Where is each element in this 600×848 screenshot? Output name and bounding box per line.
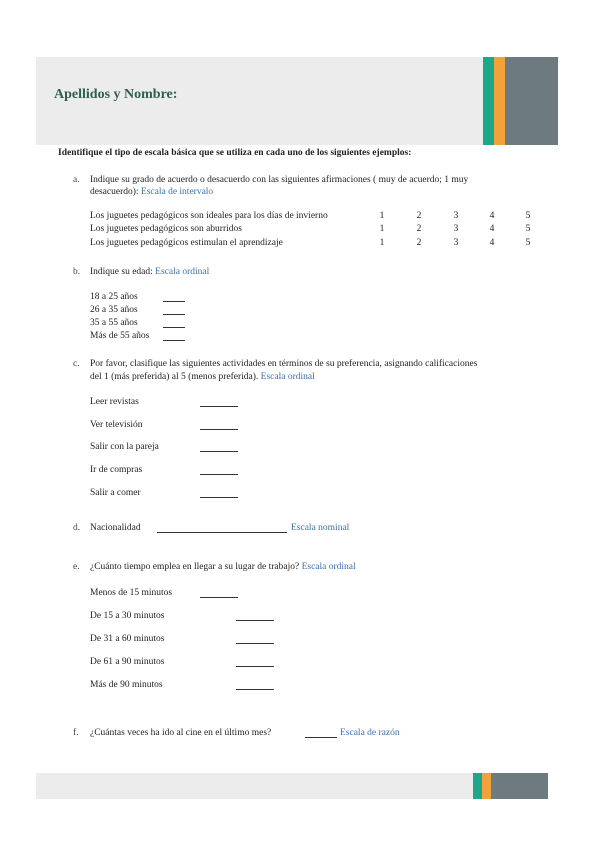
scale-value[interactable]: 3 <box>453 238 459 248</box>
q-b-option: 18 a 25 años <box>90 292 138 302</box>
q-b-answer: Escala ordinal <box>155 267 210 277</box>
scale-value[interactable]: 3 <box>453 211 459 221</box>
footer-stripe-slate <box>491 773 548 799</box>
scale-value[interactable]: 5 <box>525 211 531 221</box>
scale-value[interactable]: 2 <box>416 238 422 248</box>
q-b-letter: b. <box>73 267 81 277</box>
q-b-blank[interactable] <box>163 340 185 341</box>
scale-value[interactable]: 1 <box>379 224 385 234</box>
q-a-statement-1: Los juguetes pedagógicos son ideales para los días de invierno <box>90 211 328 221</box>
scale-value[interactable]: 4 <box>489 238 495 248</box>
q-b-blank[interactable] <box>163 314 185 315</box>
q-e-letter: e. <box>73 562 80 572</box>
scale-value[interactable]: 4 <box>489 211 495 221</box>
q-a-statement-3: Los juguetes pedagógicos estimulan el aprendizaje <box>90 238 283 248</box>
q-e-blank[interactable] <box>236 689 274 690</box>
q-a-answer: Escala de intervalo <box>140 187 214 197</box>
q-c-line1: Por favor, clasifique las siguientes actividades en términos de su preferencia, asignando calificaciones <box>90 359 478 369</box>
q-b-option: 35 a 55 años <box>90 318 138 328</box>
q-b-option: Más de 55 años <box>90 331 150 341</box>
header-stripe-slate <box>505 57 558 145</box>
q-c-letter: c. <box>73 359 80 369</box>
q-c-option: Salir a comer <box>90 488 141 498</box>
footer-stripe-green <box>473 773 482 799</box>
q-e-blank[interactable] <box>200 597 238 598</box>
header-stripe-green <box>483 57 494 145</box>
q-a-letter: a. <box>73 175 80 185</box>
page-title: Apellidos y Nombre: <box>54 87 178 102</box>
q-c-answer: Escala ordinal <box>260 372 315 382</box>
q-c-blank[interactable] <box>200 451 238 452</box>
scale-value[interactable]: 2 <box>416 211 422 221</box>
q-e-blank[interactable] <box>236 666 274 667</box>
scale-value[interactable]: 4 <box>489 224 495 234</box>
instruction-text: Identifique el tipo de escala básica que se utiliza en cada uno de los siguientes ejemplos: <box>58 148 412 158</box>
q-d-answer: Escala nominal <box>291 523 350 533</box>
q-c-option: Ir de compras <box>90 465 143 475</box>
q-f-answer: Escala de razón <box>340 728 400 738</box>
q-c-blank[interactable] <box>200 429 238 430</box>
q-e-text: ¿Cuánto tiempo emplea en llegar a su lugar de trabajo? Escala ordinal <box>90 562 356 572</box>
footer-stripe-orange <box>482 773 491 799</box>
q-e-option: De 61 a 90 minutos <box>90 657 165 667</box>
q-c-option: Salir con la pareja <box>90 442 159 452</box>
q-f-text: ¿Cuántas veces ha ido al cine en el último mes? <box>90 728 272 738</box>
q-e-answer: Escala ordinal <box>301 562 356 572</box>
q-e-blank[interactable] <box>236 620 274 621</box>
q-b-blank[interactable] <box>163 327 185 328</box>
q-e-blank[interactable] <box>236 643 274 644</box>
footer-band <box>36 773 548 799</box>
scale-value[interactable]: 2 <box>416 224 422 234</box>
scale-value[interactable]: 3 <box>453 224 459 234</box>
scale-value[interactable]: 5 <box>525 224 531 234</box>
header-stripe-orange <box>494 57 505 145</box>
q-c-blank[interactable] <box>200 497 238 498</box>
q-d-letter: d. <box>73 523 81 533</box>
scale-value[interactable]: 1 <box>379 238 385 248</box>
q-d-blank[interactable] <box>157 532 287 533</box>
q-f-letter: f. <box>73 728 79 738</box>
q-c-line2: del 1 (más preferida) al 5 (menos preferida). Escala ordinal <box>90 372 315 382</box>
scale-value[interactable]: 5 <box>525 238 531 248</box>
q-a-line1: Indique su grado de acuerdo o desacuerdo con las siguientes afirmaciones ( muy de acuerdo; 1 muy <box>90 175 469 185</box>
q-b-text: Indique su edad: Escala ordinal <box>90 267 210 277</box>
q-b-option: 26 a 35 años <box>90 305 138 315</box>
q-b-blank[interactable] <box>163 301 185 302</box>
q-c-option: Leer revistas <box>90 397 139 407</box>
q-d-text: Nacionalidad <box>90 523 141 533</box>
q-f-blank[interactable] <box>305 737 337 738</box>
q-a-statement-2: Los juguetes pedagógicos son aburridos <box>90 224 242 234</box>
q-e-option: Más de 90 minutos <box>90 680 163 690</box>
q-e-option: De 15 a 30 minutos <box>90 611 165 621</box>
q-c-blank[interactable] <box>200 406 238 407</box>
q-a-line2: desacuerdo): Escala de intervalo <box>90 187 214 197</box>
q-c-blank[interactable] <box>200 474 238 475</box>
q-c-option: Ver televisión <box>90 420 143 430</box>
scale-value[interactable]: 1 <box>379 211 385 221</box>
q-e-option: De 31 a 60 minutos <box>90 634 165 644</box>
q-e-option: Menos de 15 minutos <box>90 588 173 598</box>
